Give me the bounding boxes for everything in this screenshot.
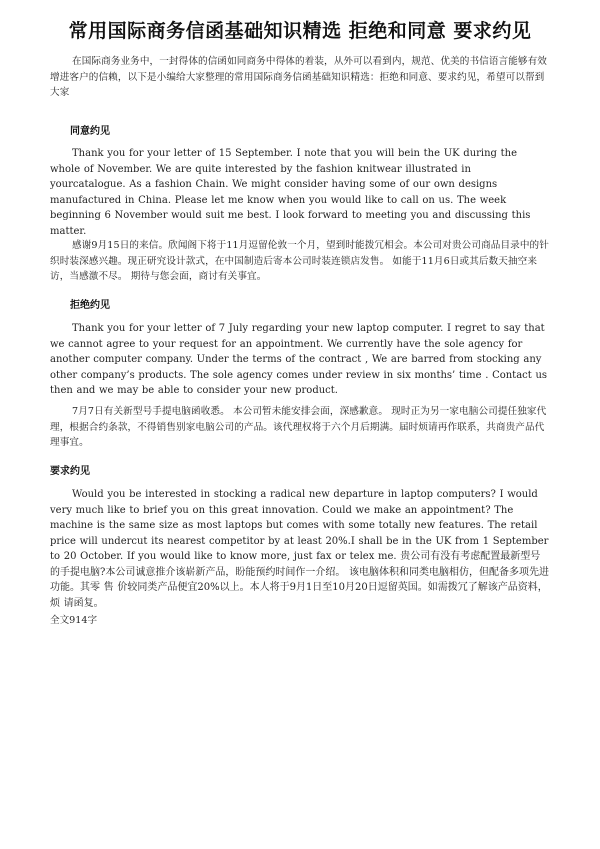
page-title: 常用国际商务信函基础知识精选 拒绝和同意 要求约见 — [68, 20, 532, 42]
refuse-english-paragraph: Thank you for your letter of 7 July regarding your new laptop computer. I regret to say that we cannot agree to your request for an appointment. We currently have the sole agency for another computer company. Under the terms of the contract , We are barred from stocking any other company’s products. The sole agency comes under review in six months’ time . Contact us then and we may be able to consider your new product. — [50, 323, 548, 396]
refuse-chinese-paragraph: 7月7日有关新型号手提电脑函收悉。 本公司暂未能安排会面，深感歉意。 现时正为另一家电脑公司提任独家代理，根据合约条款，不得销售别家电脑公司的产品。该代理权将于六个月后期满。届时烦请再作联系，共商贵产品代理事宜。 — [50, 406, 547, 448]
section-heading-request: 要求约见 — [50, 466, 90, 477]
request-paragraph: Would you be interested in stocking a radical new departure in laptop computers? I would very much like to brief you on this great innovation. Could we make an appointment? The machine is the same size as most laptops but comes with some totally new features. The retail price will undercut its nearest competitor by at least 20%.I shall be in the UK from 1 September to 20 October. If you would like to know more, just fax or telex me. 贵公司有没有考虑配置最新型号的手提电脑?本公司诚意推介该崭新产品，盼能预约时间作一介绍。 该电脑体积和同类电脑相仿，但配备多项先进功能。其零 售 价较同类产品便宜20%以上。本人将于9月1日至10月20日逗留英国。如需拨冗了解该产品资料，烦 请函复。 — [50, 489, 550, 609]
agree-chinese-paragraph: 感谢9月15日的来信。欣闻阁下将于11月逗留伦敦一个月，望到时能拨冗相会。本公司对贵公司商品目录中的针织时装深感兴趣。现正研究设计款式，在中国制造后寄本公司时装连锁店发售。 如能于11月6日或其后数天抽空来访，当感激不尽。 期待与您会面，商讨有关事宜。 — [50, 240, 549, 282]
section-heading-agree: 同意约见 — [70, 126, 110, 137]
section-heading-refuse: 拒绝约见 — [70, 300, 110, 311]
word-count: 全文914字 — [50, 615, 98, 626]
intro-paragraph: 在国际商务业务中，一封得体的信函如同商务中得体的着装，从外可以看到内，规范、优美的书信语言能够有效增进客户的信赖，以下是小编给大家整理的常用国际商务信函基础知识精选：拒绝和同意、要求约见，希望可以帮到大家 — [50, 56, 547, 98]
agree-english-paragraph: Thank you for your letter of 15 September. I note that you will bein the UK during the whole of November. We are quite interested by the fashion knitwear illustrated in yourcatalogue. As a fashion Chain. We might consider having some of our own designs manufactured in China. Please let me know when you would like to call on us. The week beginning 6 November would suit me best. I look forward to meeting you and discussing this matter. — [50, 148, 531, 237]
